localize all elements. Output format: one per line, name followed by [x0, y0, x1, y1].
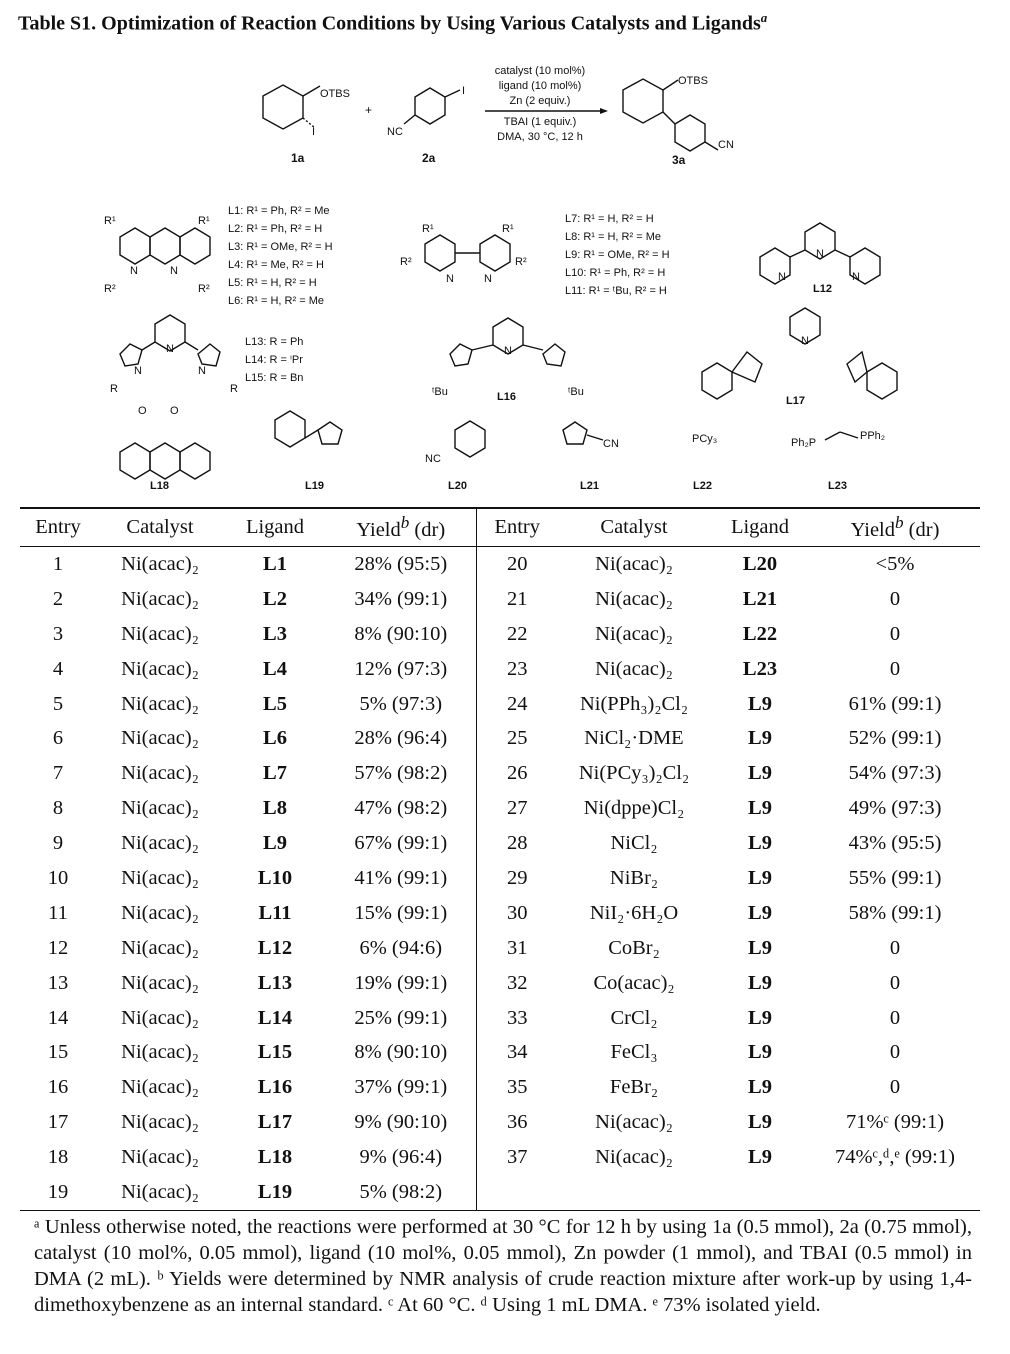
- left-yield-cell: 8% (90:10): [354, 1041, 448, 1064]
- left-catalyst-cell: Ni(acac)₂: [121, 936, 199, 959]
- svg-text:L8: R¹ = H, R² = Me: L8: R¹ = H, R² = Me: [565, 231, 661, 243]
- right-ligand-cell: L9: [748, 692, 772, 715]
- table-row: [20, 582, 980, 617]
- left-entry-cell: 14: [47, 1006, 69, 1029]
- left-ligand-cell: L12: [257, 936, 293, 959]
- left-yield-cell: 25% (99:1): [354, 1006, 448, 1029]
- right-yield-cell: <5%: [875, 552, 915, 575]
- left-catalyst-cell: Ni(acac)₂: [121, 832, 199, 855]
- left-catalyst-cell: Ni(acac)₂: [121, 1006, 199, 1029]
- ligand-l23-structure: [791, 430, 885, 492]
- left-yield-cell: 28% (95:5): [354, 552, 448, 575]
- left-catalyst-cell: Ni(acac)₂: [121, 797, 199, 820]
- right-catalyst-cell: [558, 1175, 710, 1210]
- ligand-l19-structure: [275, 411, 342, 492]
- left-yield-cell: 41% (99:1): [354, 866, 448, 889]
- table-row: [20, 896, 980, 931]
- left-catalyst-cell: Ni(acac)₂: [121, 1111, 199, 1134]
- svg-text:L1: R¹ = Ph, R² = Me: L1: R¹ = Ph, R² = Me: [228, 205, 330, 217]
- table-header-row: [20, 508, 980, 547]
- left-entry-cell: 8: [52, 797, 64, 820]
- left-catalyst-cell: Ni(acac)₂: [121, 901, 199, 924]
- svg-text:O: O: [138, 405, 147, 417]
- left-yield-cell: 12% (97:3): [354, 657, 448, 680]
- right-entry-cell: 33: [476, 1001, 558, 1036]
- left-entry-cell: 5: [52, 692, 64, 715]
- left-ligand-cell: L16: [257, 1076, 293, 1099]
- right-yield-cell: 0: [889, 971, 901, 994]
- svg-text:L2: R¹ = Ph, R² = H: L2: R¹ = Ph, R² = H: [228, 223, 323, 235]
- right-catalyst-cell: Ni(acac)₂: [595, 657, 673, 680]
- svg-text:PPh₂: PPh₂: [860, 430, 886, 442]
- reaction-conditions: [485, 65, 608, 143]
- header-entry-right: Entry: [476, 508, 558, 547]
- left-catalyst-cell: Ni(acac)₂: [121, 692, 199, 715]
- left-ligand-cell: L15: [257, 1041, 293, 1064]
- table-row: [20, 826, 980, 861]
- right-catalyst-cell: Ni(PCy₃)₂Cl₂: [578, 762, 690, 785]
- left-ligand-cell: L19: [224, 1175, 326, 1210]
- right-yield-cell: 54% (97:3): [848, 762, 942, 785]
- right-entry-cell: 24: [476, 687, 558, 722]
- right-catalyst-cell: Ni(acac)₂: [595, 552, 673, 575]
- ligand-label-l12: L12: [813, 283, 832, 295]
- header-ligand-left: Ligand: [224, 508, 326, 547]
- left-yield-cell: 5% (97:3): [359, 692, 443, 715]
- table-row: [20, 547, 980, 582]
- table-row: [20, 687, 980, 722]
- svg-text:N: N: [801, 335, 809, 347]
- reactant-2a-structure: [387, 85, 465, 165]
- left-catalyst-cell: Ni(acac)₂: [121, 622, 199, 645]
- svg-text:N: N: [484, 273, 492, 285]
- svg-text:L5: R¹ = H, R² = H: L5: R¹ = H, R² = H: [228, 277, 317, 289]
- right-yield-cell: 74%ᶜ,ᵈ,ᵉ (99:1): [835, 1146, 955, 1169]
- reactant-2a-iodo: I: [462, 85, 466, 97]
- header-catalyst-left: Catalyst: [96, 508, 224, 547]
- right-catalyst-cell: Ni(PPh₃)₂Cl₂: [579, 692, 688, 715]
- table-row: [20, 791, 980, 826]
- right-catalyst-cell: NiCl₂: [610, 832, 658, 855]
- svg-text:R: R: [230, 383, 238, 395]
- svg-text:R¹: R¹: [502, 223, 514, 235]
- left-yield-cell: 5% (98:2): [326, 1175, 476, 1210]
- table-row: [20, 931, 980, 966]
- svg-text:L9: R¹ = OMe, R² = H: L9: R¹ = OMe, R² = H: [565, 249, 670, 261]
- header-ligand-right: Ligand: [710, 508, 810, 547]
- left-ligand-cell: L3: [263, 622, 287, 645]
- right-entry-cell: 21: [476, 582, 558, 617]
- svg-text:N: N: [130, 265, 138, 277]
- left-entry-cell: 3: [52, 622, 64, 645]
- right-ligand-cell: L9: [748, 1006, 772, 1029]
- right-yield-cell: 43% (95:5): [848, 832, 942, 855]
- svg-text:R: R: [110, 383, 118, 395]
- results-table: [20, 507, 980, 1211]
- right-entry-cell: 37: [476, 1140, 558, 1175]
- right-ligand-cell: L9: [748, 797, 772, 820]
- left-catalyst-cell: Ni(acac)₂: [121, 1041, 199, 1064]
- right-yield-cell: 49% (97:3): [848, 797, 942, 820]
- plus-sign: +: [365, 103, 373, 117]
- right-catalyst-cell: Ni(acac)₂: [595, 1111, 673, 1134]
- right-entry-cell: 31: [476, 931, 558, 966]
- left-yield-cell: 8% (90:10): [354, 622, 448, 645]
- reactant-1a-iodo: I: [312, 126, 316, 138]
- ligand-label-l21: L21: [580, 480, 599, 492]
- left-entry-cell: 1: [52, 552, 64, 575]
- left-ligand-cell: L14: [257, 1006, 293, 1029]
- svg-text:Zn (2 equiv.): Zn (2 equiv.): [509, 95, 571, 107]
- right-yield-cell: 0: [889, 587, 901, 610]
- svg-text:NC: NC: [425, 453, 441, 465]
- reactant-1a-otbs: OTBS: [320, 88, 350, 100]
- table-row: [20, 1035, 980, 1070]
- ligand-l17-structure: [702, 308, 897, 407]
- left-entry-cell: 12: [47, 936, 69, 959]
- svg-text:R²: R²: [104, 283, 116, 295]
- svg-text:L14: R = ⁱPr: L14: R = ⁱPr: [245, 354, 303, 366]
- table-row: [20, 1105, 980, 1140]
- left-ligand-cell: L1: [263, 552, 287, 575]
- right-yield-cell: [810, 1175, 980, 1210]
- title-footnote-mark: a: [760, 10, 768, 25]
- svg-text:L10: R¹ = Ph, R² = H: L10: R¹ = Ph, R² = H: [565, 267, 666, 279]
- right-entry-cell: 36: [476, 1105, 558, 1140]
- terpyridine-ligand-structure: [760, 223, 880, 295]
- right-catalyst-cell: Co(acac)₂: [593, 971, 675, 994]
- table-row: [20, 1175, 980, 1210]
- left-catalyst-cell: Ni(acac)₂: [121, 971, 199, 994]
- left-ligand-cell: L7: [263, 762, 287, 785]
- left-catalyst-cell: Ni(acac)₂: [96, 1175, 224, 1210]
- right-entry-cell: 26: [476, 756, 558, 791]
- right-yield-cell: 0: [889, 657, 901, 680]
- left-entry-cell: 17: [47, 1111, 69, 1134]
- product-3a-structure: [623, 75, 734, 167]
- ligand-label-l16: L16: [497, 391, 516, 403]
- svg-text:O: O: [170, 405, 179, 417]
- reaction-scheme: [20, 52, 990, 507]
- svg-text:L3: R¹ = OMe, R² = H: L3: R¹ = OMe, R² = H: [228, 241, 333, 253]
- left-catalyst-cell: Ni(acac)₂: [121, 762, 199, 785]
- ligand-label-l23: L23: [828, 480, 847, 492]
- svg-text:R²: R²: [515, 256, 527, 268]
- left-ligand-cell: L13: [257, 971, 293, 994]
- ligand-label-l17: L17: [786, 395, 805, 407]
- right-ligand-cell: L23: [742, 657, 778, 680]
- reactant-1a-structure: [263, 85, 350, 165]
- product-3a-nitrile: CN: [718, 139, 734, 151]
- left-catalyst-cell: Ni(acac)₂: [121, 552, 199, 575]
- left-yield-cell: 15% (99:1): [354, 901, 448, 924]
- svg-text:ᵗBu: ᵗBu: [568, 386, 584, 398]
- right-yield-cell: 71%ᶜ (99:1): [845, 1111, 945, 1134]
- left-entry-cell: 11: [48, 901, 68, 924]
- header-entry-left: Entry: [20, 508, 96, 547]
- right-yield-cell: 0: [889, 1041, 901, 1064]
- right-entry-cell: 34: [476, 1035, 558, 1070]
- right-ligand-cell: L9: [748, 1146, 772, 1169]
- right-ligand-cell: L9: [748, 1076, 772, 1099]
- right-ligand-cell: L20: [742, 552, 778, 575]
- left-yield-cell: 57% (98:2): [354, 762, 448, 785]
- right-catalyst-cell: FeCl₃: [610, 1041, 658, 1064]
- svg-text:R²: R²: [198, 283, 210, 295]
- left-entry-cell: 16: [47, 1076, 69, 1099]
- left-yield-cell: 19% (99:1): [354, 971, 448, 994]
- right-ligand-cell: L9: [748, 901, 772, 924]
- ligand-l20-structure: [425, 421, 485, 492]
- right-entry-cell: 27: [476, 791, 558, 826]
- left-yield-cell: 28% (96:4): [354, 727, 448, 750]
- table-row: [20, 756, 980, 791]
- header-catalyst-right: Catalyst: [558, 508, 710, 547]
- phenanthroline-ligand-list: [228, 205, 333, 307]
- right-entry-cell: 22: [476, 617, 558, 652]
- left-catalyst-cell: Ni(acac)₂: [121, 727, 199, 750]
- right-catalyst-cell: NiI₂·6H₂O: [589, 901, 679, 924]
- svg-text:DMA, 30 °C, 12 h: DMA, 30 °C, 12 h: [497, 131, 583, 143]
- right-ligand-cell: [710, 1175, 810, 1210]
- left-catalyst-cell: Ni(acac)₂: [121, 587, 199, 610]
- right-ligand-cell: L22: [742, 622, 778, 645]
- left-yield-cell: 37% (99:1): [354, 1076, 448, 1099]
- reactant-1a-label: 1a: [291, 151, 305, 165]
- svg-text:L7: R¹ = H, R² = H: L7: R¹ = H, R² = H: [565, 213, 654, 225]
- table-title: Table S1. Optimization of Reaction Conditions by Using Various Catalysts and Ligands$^a$: [18, 10, 768, 35]
- right-ligand-cell: L9: [748, 832, 772, 855]
- svg-text:TBAI (1 equiv.): TBAI (1 equiv.): [503, 116, 577, 128]
- right-yield-cell: 52% (99:1): [848, 727, 942, 750]
- svg-text:L15: R = Bn: L15: R = Bn: [245, 372, 304, 384]
- ligand-label-l22: L22: [693, 480, 712, 492]
- left-catalyst-cell: Ni(acac)₂: [121, 657, 199, 680]
- ligand-l22-formula: PCy₃: [692, 433, 718, 445]
- left-entry-cell: 18: [47, 1146, 69, 1169]
- left-ligand-cell: L9: [263, 832, 287, 855]
- svg-text:N: N: [852, 271, 860, 283]
- right-entry-cell: 23: [476, 652, 558, 687]
- left-yield-cell: 9% (90:10): [354, 1111, 448, 1134]
- right-yield-cell: 58% (99:1): [848, 901, 942, 924]
- table-row: [20, 721, 980, 756]
- right-yield-cell: 0: [889, 936, 901, 959]
- right-catalyst-cell: Ni(acac)₂: [595, 587, 673, 610]
- table-footnote: ᵃ Unless otherwise noted, the reactions were performed at 30 °C for 12 h by using 1a (0.5 mmol), 2a (0.75 mmol), catalyst (10 mol%, 0.05 mmol), ligand (10 mol%, 0.05 mmol), Zn powder (1 mmol), and TBAI (0.5 mmol) in DMA (2 mL). ᵇ Yields were determined by NMR analysis of crude reaction mixture after work-up by using 1,4-dimethoxybenzene as an internal standard. ᶜ At 60 °C. ᵈ Using 1 mL DMA. ᵉ 73% isolated yield.: [34, 1216, 972, 1316]
- product-3a-otbs: OTBS: [678, 75, 708, 87]
- table-row: [20, 861, 980, 896]
- right-catalyst-cell: Ni(dppe)Cl₂: [583, 797, 685, 820]
- right-entry-cell: 28: [476, 826, 558, 861]
- left-ligand-cell: L6: [263, 727, 287, 750]
- right-ligand-cell: L9: [748, 727, 772, 750]
- svg-text:N: N: [446, 273, 454, 285]
- right-ligand-cell: L9: [748, 866, 772, 889]
- right-entry-cell: 30: [476, 896, 558, 931]
- right-yield-cell: 61% (99:1): [848, 692, 942, 715]
- left-yield-cell: 47% (98:2): [354, 797, 448, 820]
- left-ligand-cell: L8: [263, 797, 287, 820]
- right-ligand-cell: L9: [748, 762, 772, 785]
- table-row: [20, 1070, 980, 1105]
- svg-text:Ph₂P: Ph₂P: [791, 437, 817, 449]
- left-entry-cell: 4: [52, 657, 64, 680]
- ligand-l21-structure: [563, 422, 619, 492]
- left-entry-cell: 13: [47, 971, 69, 994]
- left-ligand-cell: L2: [263, 587, 287, 610]
- right-catalyst-cell: CoBr₂: [608, 936, 660, 959]
- ligand-l18-structure: [120, 405, 210, 492]
- ligand-label-l19: L19: [305, 480, 324, 492]
- svg-text:R¹: R¹: [104, 215, 116, 227]
- right-catalyst-cell: FeBr₂: [609, 1076, 659, 1099]
- left-entry-cell: 2: [52, 587, 64, 610]
- svg-text:L13: R = Ph: L13: R = Ph: [245, 336, 304, 348]
- svg-text:N: N: [778, 271, 786, 283]
- right-ligand-cell: L9: [748, 936, 772, 959]
- left-entry-cell: 6: [52, 727, 64, 750]
- left-entry-cell: 19: [20, 1175, 96, 1210]
- left-ligand-cell: L5: [263, 692, 287, 715]
- right-catalyst-cell: Ni(acac)₂: [595, 622, 673, 645]
- left-yield-cell: 9% (96:4): [359, 1146, 443, 1169]
- ligand-label-l20: L20: [448, 480, 467, 492]
- right-ligand-cell: L9: [748, 1111, 772, 1134]
- left-ligand-cell: L11: [258, 901, 292, 924]
- right-yield-cell: 0: [889, 1076, 901, 1099]
- right-entry-cell: 32: [476, 966, 558, 1001]
- table-row: [20, 966, 980, 1001]
- svg-text:L11: R¹ = ᵗBu, R² = H: L11: R¹ = ᵗBu, R² = H: [565, 285, 667, 297]
- ligand-l16-structure: [432, 318, 584, 403]
- reactant-2a-nitrile: NC: [387, 126, 403, 138]
- pybox-ligand-list: [245, 336, 303, 384]
- left-entry-cell: 10: [47, 866, 69, 889]
- svg-text:R¹: R¹: [198, 215, 210, 227]
- left-ligand-cell: L17: [257, 1111, 293, 1134]
- table-row: [20, 617, 980, 652]
- right-catalyst-cell: CrCl₂: [610, 1006, 658, 1029]
- left-entry-cell: 7: [52, 762, 64, 785]
- right-catalyst-cell: NiBr₂: [609, 866, 659, 889]
- svg-text:N: N: [134, 365, 142, 377]
- left-ligand-cell: L18: [257, 1146, 293, 1169]
- right-ligand-cell: L21: [742, 587, 778, 610]
- right-catalyst-cell: Ni(acac)₂: [595, 1146, 673, 1169]
- svg-text:N: N: [166, 343, 174, 355]
- left-entry-cell: 9: [52, 832, 64, 855]
- right-catalyst-cell: NiCl₂·DME: [584, 727, 684, 750]
- right-yield-cell: 55% (99:1): [848, 866, 942, 889]
- left-entry-cell: 15: [47, 1041, 69, 1064]
- svg-text:N: N: [504, 345, 512, 357]
- right-ligand-cell: L9: [748, 971, 772, 994]
- right-entry-cell: 35: [476, 1070, 558, 1105]
- table-row: [20, 652, 980, 687]
- left-catalyst-cell: Ni(acac)₂: [121, 1076, 199, 1099]
- right-entry-cell: 20: [476, 547, 558, 582]
- left-yield-cell: 6% (94:6): [359, 936, 443, 959]
- svg-text:N: N: [198, 365, 206, 377]
- svg-text:R²: R²: [400, 256, 412, 268]
- table-row: [20, 1001, 980, 1036]
- svg-text:catalyst (10 mol%): catalyst (10 mol%): [494, 65, 586, 77]
- ligand-label-l18: L18: [150, 480, 169, 492]
- pybox-ligand-structure: [110, 315, 238, 395]
- left-yield-cell: 67% (99:1): [354, 832, 448, 855]
- right-entry-cell: 25: [476, 721, 558, 756]
- header-yield-right: Yield$^b$ (dr): [810, 508, 980, 547]
- right-yield-cell: 0: [889, 622, 901, 645]
- table-row: [20, 1140, 980, 1175]
- reactant-2a-label: 2a: [422, 151, 436, 165]
- right-yield-cell: 0: [889, 1006, 901, 1029]
- left-ligand-cell: L10: [257, 866, 293, 889]
- left-ligand-cell: L4: [263, 657, 287, 680]
- svg-text:N: N: [816, 248, 824, 260]
- right-entry-cell: 29: [476, 861, 558, 896]
- svg-text:ligand (10 mol%): ligand (10 mol%): [498, 80, 582, 92]
- right-entry-cell: [476, 1175, 558, 1210]
- svg-text:N: N: [170, 265, 178, 277]
- svg-text:R¹: R¹: [422, 223, 434, 235]
- bipyridine-ligand-list: [565, 213, 670, 297]
- svg-text:ᵗBu: ᵗBu: [432, 386, 448, 398]
- svg-text:L4: R¹ = Me, R² = H: L4: R¹ = Me, R² = H: [228, 259, 324, 271]
- header-yield-left: Yield$^b$ (dr): [326, 508, 476, 547]
- bipyridine-ligand-structure: [400, 223, 527, 285]
- right-ligand-cell: L9: [748, 1041, 772, 1064]
- left-catalyst-cell: Ni(acac)₂: [121, 1146, 199, 1169]
- product-3a-label: 3a: [672, 153, 686, 167]
- svg-text:L6: R¹ = H, R² = Me: L6: R¹ = H, R² = Me: [228, 295, 324, 307]
- svg-text:CN: CN: [603, 438, 619, 450]
- left-catalyst-cell: Ni(acac)₂: [121, 866, 199, 889]
- left-yield-cell: 34% (99:1): [354, 587, 448, 610]
- phenanthroline-ligand-structure: [104, 215, 210, 295]
